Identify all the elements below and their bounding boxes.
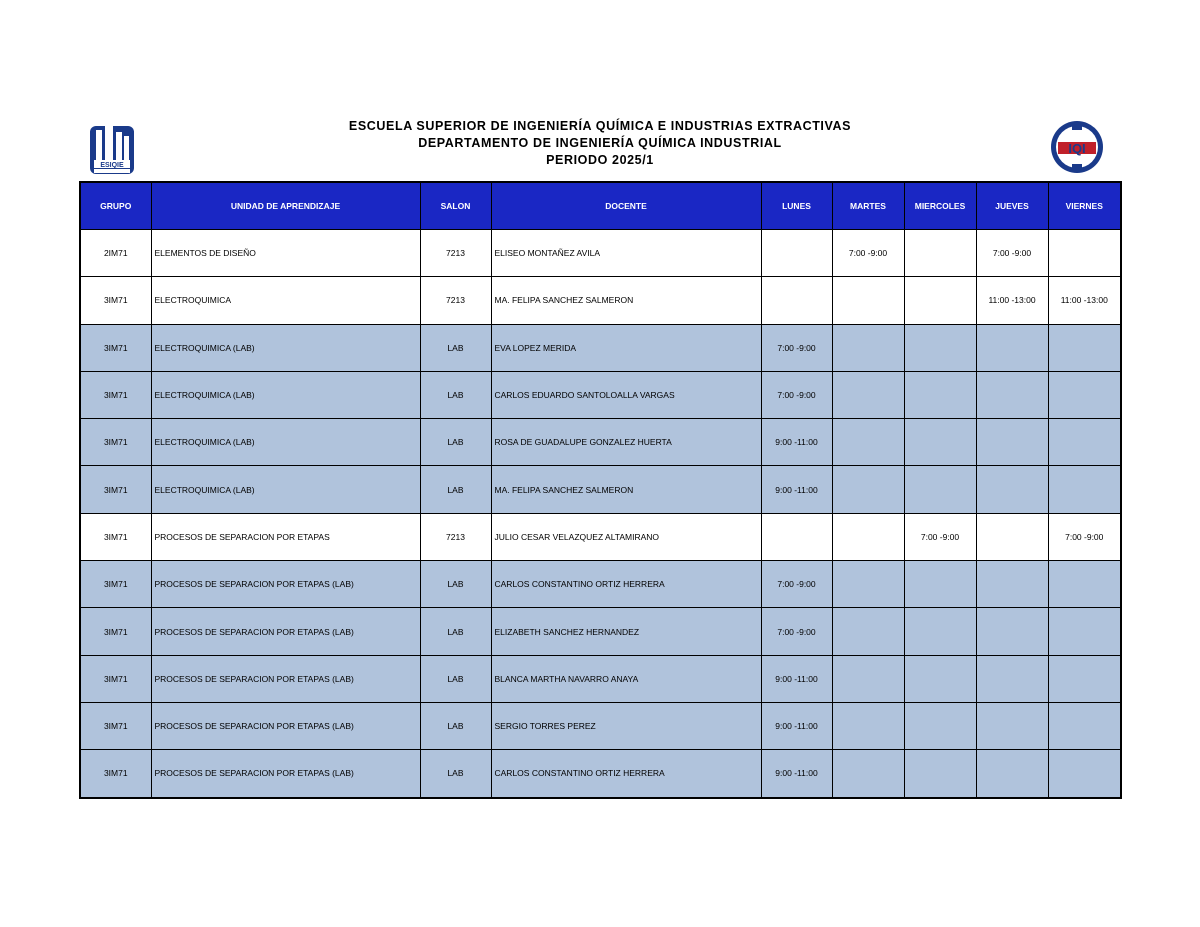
cell-viernes — [1048, 655, 1121, 702]
cell-unidad: ELECTROQUIMICA — [151, 277, 420, 324]
cell-jueves — [976, 702, 1048, 749]
cell-martes — [832, 561, 904, 608]
col-header-grupo: GRUPO — [80, 182, 151, 230]
cell-docente: EVA LOPEZ MERIDA — [491, 324, 761, 371]
cell-docente: ROSA DE GUADALUPE GONZALEZ HUERTA — [491, 419, 761, 466]
cell-viernes — [1048, 702, 1121, 749]
cell-miercoles — [904, 750, 976, 798]
cell-salon: 7213 — [420, 230, 491, 277]
cell-jueves — [976, 655, 1048, 702]
cell-miercoles — [904, 608, 976, 655]
cell-martes: 7:00 -9:00 — [832, 230, 904, 277]
cell-jueves — [976, 608, 1048, 655]
table-row — [80, 561, 1121, 608]
cell-miercoles — [904, 561, 976, 608]
cell-grupo: 3IM71 — [80, 419, 151, 466]
table-row — [80, 608, 1121, 655]
cell-viernes — [1048, 230, 1121, 277]
cell-salon: 7213 — [420, 513, 491, 560]
cell-viernes — [1048, 608, 1121, 655]
cell-salon: LAB — [420, 371, 491, 418]
table-row — [80, 230, 1121, 277]
cell-unidad: ELECTROQUIMICA (LAB) — [151, 419, 420, 466]
cell-grupo: 3IM71 — [80, 371, 151, 418]
cell-lunes — [761, 277, 832, 324]
cell-lunes: 7:00 -9:00 — [761, 371, 832, 418]
cell-salon: LAB — [420, 561, 491, 608]
cell-unidad: PROCESOS DE SEPARACION POR ETAPAS (LAB) — [151, 561, 420, 608]
cell-martes — [832, 419, 904, 466]
col-header-docente: DOCENTE — [491, 182, 761, 230]
iqi-logo-text: IQI — [1068, 141, 1086, 156]
cell-jueves: 7:00 -9:00 — [976, 230, 1048, 277]
cell-grupo: 3IM71 — [80, 608, 151, 655]
cell-miercoles — [904, 655, 976, 702]
cell-miercoles — [904, 419, 976, 466]
cell-martes — [832, 655, 904, 702]
cell-viernes — [1048, 419, 1121, 466]
cell-unidad: PROCESOS DE SEPARACION POR ETAPAS — [151, 513, 420, 560]
cell-miercoles — [904, 466, 976, 513]
col-header-jueves: JUEVES — [976, 182, 1048, 230]
cell-jueves — [976, 561, 1048, 608]
cell-miercoles — [904, 324, 976, 371]
cell-viernes — [1048, 561, 1121, 608]
cell-lunes — [761, 230, 832, 277]
cell-salon: LAB — [420, 419, 491, 466]
table-row — [80, 371, 1121, 418]
cell-grupo: 3IM71 — [80, 513, 151, 560]
cell-docente: CARLOS CONSTANTINO ORTIZ HERRERA — [491, 561, 761, 608]
cell-martes — [832, 324, 904, 371]
cell-miercoles — [904, 277, 976, 324]
table-row — [80, 655, 1121, 702]
cell-martes — [832, 513, 904, 560]
cell-unidad: ELEMENTOS DE DISEÑO — [151, 230, 420, 277]
table-row — [80, 702, 1121, 749]
cell-miercoles — [904, 371, 976, 418]
table-row — [80, 419, 1121, 466]
cell-martes — [832, 750, 904, 798]
table-row — [80, 466, 1121, 513]
cell-viernes — [1048, 371, 1121, 418]
cell-docente: MA. FELIPA SANCHEZ SALMERON — [491, 277, 761, 324]
cell-jueves — [976, 324, 1048, 371]
cell-jueves — [976, 371, 1048, 418]
cell-viernes: 11:00 -13:00 — [1048, 277, 1121, 324]
cell-unidad: PROCESOS DE SEPARACION POR ETAPAS (LAB) — [151, 655, 420, 702]
cell-grupo: 3IM71 — [80, 702, 151, 749]
cell-jueves — [976, 466, 1048, 513]
cell-unidad: ELECTROQUIMICA (LAB) — [151, 371, 420, 418]
cell-lunes: 9:00 -11:00 — [761, 702, 832, 749]
cell-jueves — [976, 513, 1048, 560]
cell-lunes: 9:00 -11:00 — [761, 655, 832, 702]
cell-salon: 7213 — [420, 277, 491, 324]
cell-docente: ELISEO MONTAÑEZ AVILA — [491, 230, 761, 277]
cell-salon: LAB — [420, 324, 491, 371]
cell-unidad: PROCESOS DE SEPARACION POR ETAPAS (LAB) — [151, 702, 420, 749]
cell-miercoles — [904, 702, 976, 749]
cell-grupo: 2IM71 — [80, 230, 151, 277]
cell-salon: LAB — [420, 750, 491, 798]
cell-docente: CARLOS EDUARDO SANTOLOALLA VARGAS — [491, 371, 761, 418]
cell-miercoles — [904, 230, 976, 277]
school-name: ESCUELA SUPERIOR DE INGENIERÍA QUÍMICA E INDUSTRIAS EXTRACTIVAS — [348, 119, 852, 133]
cell-unidad: ELECTROQUIMICA (LAB) — [151, 324, 420, 371]
table-row — [80, 513, 1121, 560]
table-row — [80, 750, 1121, 798]
col-header-salon: SALON — [420, 182, 491, 230]
cell-jueves: 11:00 -13:00 — [976, 277, 1048, 324]
cell-grupo: 3IM71 — [80, 466, 151, 513]
cell-martes — [832, 608, 904, 655]
cell-salon: LAB — [420, 466, 491, 513]
esiqie-logo-text: ESIQIE — [100, 162, 124, 169]
cell-viernes — [1048, 750, 1121, 798]
cell-unidad: PROCESOS DE SEPARACION POR ETAPAS (LAB) — [151, 608, 420, 655]
cell-grupo: 3IM71 — [80, 324, 151, 371]
cell-grupo: 3IM71 — [80, 561, 151, 608]
document-header — [0, 118, 1200, 169]
cell-docente: CARLOS CONSTANTINO ORTIZ HERRERA — [491, 750, 761, 798]
cell-unidad: ELECTROQUIMICA (LAB) — [151, 466, 420, 513]
col-header-miercoles: MIERCOLES — [904, 182, 976, 230]
cell-miercoles: 7:00 -9:00 — [904, 513, 976, 560]
cell-lunes: 9:00 -11:00 — [761, 466, 832, 513]
schedule-table — [79, 181, 1122, 799]
cell-martes — [832, 702, 904, 749]
cell-salon: LAB — [420, 702, 491, 749]
table-row — [80, 324, 1121, 371]
cell-grupo: 3IM71 — [80, 750, 151, 798]
cell-lunes: 7:00 -9:00 — [761, 324, 832, 371]
cell-grupo: 3IM71 — [80, 277, 151, 324]
table-header-row — [80, 182, 1121, 230]
department-name: DEPARTAMENTO DE INGENIERÍA QUÍMICA INDUSTRIAL — [418, 136, 782, 150]
col-header-martes: MARTES — [832, 182, 904, 230]
cell-docente: JULIO CESAR VELAZQUEZ ALTAMIRANO — [491, 513, 761, 560]
cell-docente: ELIZABETH SANCHEZ HERNANDEZ — [491, 608, 761, 655]
cell-salon: LAB — [420, 608, 491, 655]
col-header-viernes: VIERNES — [1048, 182, 1121, 230]
col-header-unidad: UNIDAD DE APRENDIZAJE — [151, 182, 420, 230]
cell-lunes: 7:00 -9:00 — [761, 608, 832, 655]
cell-lunes: 9:00 -11:00 — [761, 750, 832, 798]
cell-lunes — [761, 513, 832, 560]
col-header-lunes: LUNES — [761, 182, 832, 230]
cell-unidad: PROCESOS DE SEPARACION POR ETAPAS (LAB) — [151, 750, 420, 798]
cell-jueves — [976, 750, 1048, 798]
cell-docente: SERGIO TORRES PEREZ — [491, 702, 761, 749]
cell-viernes: 7:00 -9:00 — [1048, 513, 1121, 560]
cell-docente: MA. FELIPA SANCHEZ SALMERON — [491, 466, 761, 513]
cell-martes — [832, 277, 904, 324]
cell-lunes: 7:00 -9:00 — [761, 561, 832, 608]
table-row — [80, 277, 1121, 324]
cell-salon: LAB — [420, 655, 491, 702]
cell-docente: BLANCA MARTHA NAVARRO ANAYA — [491, 655, 761, 702]
cell-jueves — [976, 419, 1048, 466]
cell-lunes: 9:00 -11:00 — [761, 419, 832, 466]
cell-grupo: 3IM71 — [80, 655, 151, 702]
cell-viernes — [1048, 466, 1121, 513]
cell-martes — [832, 371, 904, 418]
period-label: PERIODO 2025/1 — [546, 153, 654, 167]
cell-viernes — [1048, 324, 1121, 371]
cell-martes — [832, 466, 904, 513]
